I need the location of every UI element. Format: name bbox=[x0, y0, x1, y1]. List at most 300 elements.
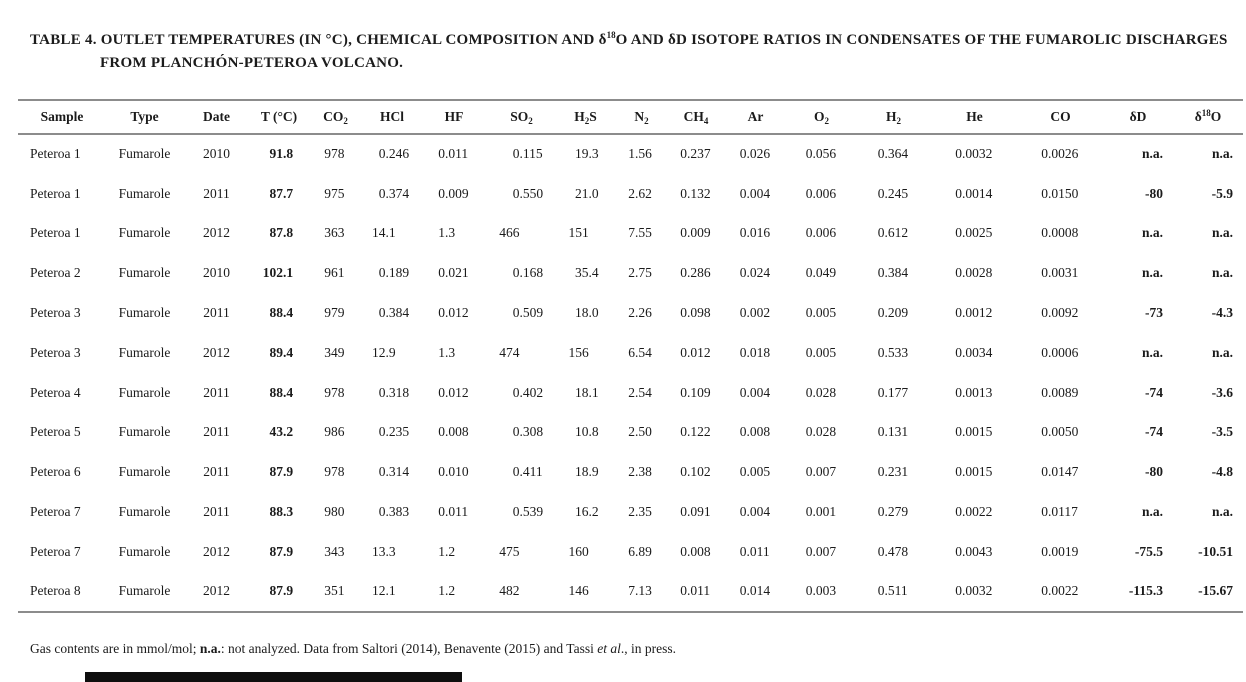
cell-temperature bbox=[250, 174, 308, 214]
cell-int-part: 343 bbox=[324, 543, 345, 559]
cell-co bbox=[1018, 572, 1103, 612]
cell-int-part: 0 bbox=[438, 305, 445, 321]
cell-int-part: 1 bbox=[438, 344, 445, 360]
cell-hcl bbox=[363, 413, 421, 453]
cell-hf bbox=[421, 174, 487, 214]
cell-frac-part: .550 bbox=[519, 185, 544, 201]
cell-frac-part: .011 bbox=[746, 543, 770, 559]
cell-h2 bbox=[856, 373, 931, 413]
cell-h2 bbox=[856, 492, 931, 532]
cell-type: Fumarole bbox=[118, 225, 171, 241]
cell-int-part: 0 bbox=[1041, 424, 1048, 440]
cell-h2s bbox=[556, 253, 615, 293]
cell-co bbox=[1018, 174, 1103, 214]
footnote-text: Gas contents are in mmol/mol; bbox=[30, 641, 200, 656]
cell-so2 bbox=[487, 373, 556, 413]
cell-int-part: 0 bbox=[680, 305, 687, 321]
table-row bbox=[18, 373, 1243, 413]
column-header-sample-text: Sample bbox=[40, 109, 84, 124]
cell-int-part: 979 bbox=[324, 305, 345, 321]
cell-int-part: 0 bbox=[512, 305, 520, 321]
column-header-so2-text: 2 bbox=[528, 116, 533, 126]
cell-frac-part: .0019 bbox=[1048, 543, 1079, 559]
cell-frac-part: .007 bbox=[812, 464, 837, 480]
cell-int-part: 0 bbox=[378, 424, 386, 440]
cell-sample: Peteroa 1 bbox=[30, 185, 81, 201]
cell-frac-part: .539 bbox=[519, 504, 544, 520]
column-header-ar bbox=[724, 100, 787, 134]
cell-int-part: 88 bbox=[269, 305, 283, 321]
cell-frac-part: .3 bbox=[445, 344, 456, 360]
cell-so2 bbox=[487, 134, 556, 174]
cell-int-part: 0 bbox=[805, 225, 813, 241]
cell-int-part: 0 bbox=[805, 305, 813, 321]
cell-o2 bbox=[787, 413, 856, 453]
cell-frac-part: .0 bbox=[588, 185, 599, 201]
cell-int-part: 0 bbox=[512, 185, 520, 201]
cell-int-part: 0 bbox=[1041, 464, 1048, 480]
cell-temperature bbox=[250, 452, 308, 492]
cell-int-part: 43 bbox=[269, 424, 283, 440]
cell-frac-part: .177 bbox=[884, 384, 909, 400]
column-header-co2-text: 2 bbox=[343, 116, 348, 126]
cell-frac-part: .003 bbox=[812, 583, 837, 599]
cell-int-part: 474 bbox=[499, 344, 520, 360]
cell-ch4 bbox=[668, 373, 724, 413]
cell-type: Fumarole bbox=[118, 265, 171, 281]
cell-frac-part: .0034 bbox=[962, 344, 993, 360]
cell-n2 bbox=[615, 373, 668, 413]
cell-co2 bbox=[308, 413, 363, 453]
cell-type: Fumarole bbox=[118, 344, 171, 360]
cell-co bbox=[1018, 134, 1103, 174]
cell-type: Fumarole bbox=[118, 384, 171, 400]
cell-int-part: 0 bbox=[438, 265, 445, 281]
cell-hcl bbox=[363, 492, 421, 532]
column-header-o2-text: 2 bbox=[824, 116, 829, 126]
cell-frac-part: .89 bbox=[635, 543, 652, 559]
cell-h2s bbox=[556, 373, 615, 413]
cell-frac-part: .001 bbox=[812, 504, 837, 520]
cell-int-part: 0 bbox=[739, 464, 747, 480]
cell-hf bbox=[421, 373, 487, 413]
cell-o2 bbox=[787, 253, 856, 293]
cell-hf bbox=[421, 214, 487, 254]
cell-int-part: 2 bbox=[628, 305, 635, 321]
cell-h2s bbox=[556, 452, 615, 492]
cell-int-part: 0 bbox=[438, 384, 445, 400]
cell-int-part: 351 bbox=[324, 583, 345, 599]
title-line-2: FROM PLANCHÓN-PETEROA VOLCANO. bbox=[100, 55, 404, 71]
cell-int-part: 156 bbox=[568, 344, 589, 360]
column-header-he-text: He bbox=[966, 109, 983, 124]
cell-h2 bbox=[856, 214, 931, 254]
cell-ar bbox=[724, 293, 787, 333]
cell-frac-part: .286 bbox=[687, 265, 711, 281]
cell-ar bbox=[724, 253, 787, 293]
cell-delta-d: n.a. bbox=[1141, 225, 1163, 241]
column-header-h2-text: H bbox=[885, 109, 897, 124]
cell-int-part: 0 bbox=[1041, 265, 1048, 281]
cell-int-part: 0 bbox=[680, 384, 687, 400]
cell-int-part: 0 bbox=[877, 344, 885, 360]
cell-co2 bbox=[308, 333, 363, 373]
cell-int-part: 475 bbox=[499, 543, 520, 559]
cell-frac-part: .9 bbox=[283, 543, 294, 559]
cell-frac-part: .189 bbox=[385, 265, 410, 281]
cell-int-part: 21 bbox=[575, 185, 589, 201]
cell-temperature bbox=[250, 413, 308, 453]
cell-int-part: 0 bbox=[1041, 344, 1048, 360]
cell-so2 bbox=[487, 174, 556, 214]
cell-int-part: 466 bbox=[499, 225, 520, 241]
cell-frac-part: .8 bbox=[588, 424, 599, 440]
cell-hf bbox=[421, 293, 487, 333]
cell-frac-part: .0147 bbox=[1048, 464, 1079, 480]
cell-hf bbox=[421, 532, 487, 572]
cell-int-part: 7 bbox=[628, 583, 635, 599]
cell-frac-part: .091 bbox=[687, 504, 711, 520]
cell-int-part: 1 bbox=[438, 225, 445, 241]
cell-int-part: 0 bbox=[877, 146, 885, 162]
cell-sample: Peteroa 5 bbox=[30, 424, 81, 440]
cell-he bbox=[931, 373, 1018, 413]
cell-frac-part: .0031 bbox=[1048, 265, 1079, 281]
column-header-ch4-text: CH bbox=[683, 109, 704, 124]
cell-int-part: 0 bbox=[680, 583, 687, 599]
cell-n2 bbox=[615, 572, 668, 612]
cell-int-part: 88 bbox=[269, 384, 283, 400]
cell-n2 bbox=[615, 174, 668, 214]
cell-int-part: 0 bbox=[739, 504, 747, 520]
cell-he bbox=[931, 333, 1018, 373]
cell-frac-part: .024 bbox=[746, 265, 771, 281]
cell-o2 bbox=[787, 492, 856, 532]
cell-date: 2011 bbox=[203, 384, 230, 400]
cell-frac-part: .006 bbox=[812, 225, 837, 241]
cell-ch4 bbox=[668, 492, 724, 532]
cell-frac-part: .26 bbox=[635, 305, 652, 321]
cell-ch4 bbox=[668, 293, 724, 333]
cell-int-part: 2 bbox=[628, 384, 635, 400]
cell-frac-part: .109 bbox=[687, 384, 711, 400]
cell-int-part: 0 bbox=[877, 185, 885, 201]
cell-frac-part: .374 bbox=[385, 185, 410, 201]
column-header-n2-text: N bbox=[634, 109, 645, 124]
cell-int-part: 978 bbox=[324, 146, 345, 162]
cell-frac-part: .2 bbox=[283, 424, 294, 440]
cell-frac-part: .049 bbox=[812, 265, 837, 281]
cell-he bbox=[931, 253, 1018, 293]
cell-co2 bbox=[308, 373, 363, 413]
table-row bbox=[18, 413, 1243, 453]
column-header-date-text: Date bbox=[203, 109, 230, 124]
cell-frac-part: .004 bbox=[746, 504, 771, 520]
cell-h2s bbox=[556, 413, 615, 453]
cell-int-part: 0 bbox=[955, 146, 962, 162]
cell-frac-part: .1 bbox=[283, 265, 294, 281]
cell-frac-part: .012 bbox=[445, 384, 469, 400]
cell-int-part: 87 bbox=[269, 583, 283, 599]
cell-ar bbox=[724, 134, 787, 174]
cell-so2 bbox=[487, 452, 556, 492]
cell-frac-part: .245 bbox=[884, 185, 909, 201]
cell-n2 bbox=[615, 452, 668, 492]
cell-int-part: 87 bbox=[269, 464, 283, 480]
cell-int-part: 0 bbox=[955, 265, 962, 281]
column-header-co bbox=[1018, 100, 1103, 134]
cell-date: 2010 bbox=[203, 265, 230, 281]
cell-frac-part: .237 bbox=[687, 146, 711, 162]
cell-he bbox=[931, 134, 1018, 174]
cell-h2s bbox=[556, 293, 615, 333]
cell-delta-d: n.a. bbox=[1141, 265, 1163, 281]
cell-frac-part: .0022 bbox=[962, 504, 993, 520]
cell-delta-18o: -5.9 bbox=[1211, 185, 1233, 201]
cell-int-part: 0 bbox=[1041, 384, 1048, 400]
cell-frac-part: .533 bbox=[884, 344, 909, 360]
cell-int-part: 0 bbox=[805, 424, 813, 440]
cell-h2 bbox=[856, 572, 931, 612]
cell-int-part: 14 bbox=[372, 225, 386, 241]
column-header-type bbox=[106, 100, 183, 134]
column-header-delta-18o-text: δ bbox=[1194, 109, 1202, 124]
cell-ch4 bbox=[668, 413, 724, 453]
cell-int-part: 0 bbox=[877, 583, 885, 599]
cell-frac-part: .8 bbox=[283, 225, 294, 241]
cell-int-part: 0 bbox=[805, 265, 813, 281]
cell-int-part: 88 bbox=[269, 504, 283, 520]
cell-frac-part: .026 bbox=[746, 146, 771, 162]
footnote bbox=[30, 641, 1220, 657]
cell-int-part: 16 bbox=[575, 504, 589, 520]
cell-int-part: 0 bbox=[805, 543, 813, 559]
cell-hf bbox=[421, 134, 487, 174]
cell-int-part: 0 bbox=[955, 464, 962, 480]
cell-int-part: 0 bbox=[680, 344, 687, 360]
cell-int-part: 87 bbox=[269, 185, 283, 201]
cell-int-part: 146 bbox=[568, 583, 589, 599]
cell-frac-part: .002 bbox=[746, 305, 771, 321]
cell-co2 bbox=[308, 134, 363, 174]
cell-frac-part: .009 bbox=[687, 225, 711, 241]
cell-ch4 bbox=[668, 174, 724, 214]
cell-temperature bbox=[250, 492, 308, 532]
cell-int-part: 0 bbox=[680, 265, 687, 281]
cell-frac-part: .0025 bbox=[962, 225, 993, 241]
cell-int-part: 0 bbox=[1041, 305, 1048, 321]
cell-co bbox=[1018, 214, 1103, 254]
cell-int-part: 0 bbox=[805, 504, 813, 520]
cell-ch4 bbox=[668, 572, 724, 612]
data-table bbox=[18, 99, 1243, 613]
cell-frac-part: .168 bbox=[519, 265, 544, 281]
table-row bbox=[18, 452, 1243, 492]
cell-frac-part: .005 bbox=[812, 305, 837, 321]
title-text: O AND δD ISOTOPE RATIOS IN CONDENSATES OF THE FUMAROLIC DISCHARGES bbox=[615, 32, 1228, 48]
cell-frac-part: .3 bbox=[283, 504, 294, 520]
cell-int-part: 160 bbox=[568, 543, 589, 559]
cell-co2 bbox=[308, 174, 363, 214]
cell-int-part: 0 bbox=[378, 265, 386, 281]
cell-frac-part: .018 bbox=[746, 344, 771, 360]
column-header-delta-d bbox=[1103, 100, 1173, 134]
cell-int-part: 0 bbox=[955, 305, 962, 321]
cell-type: Fumarole bbox=[118, 504, 171, 520]
table-row bbox=[18, 532, 1243, 572]
column-header-type-text: Type bbox=[130, 109, 159, 124]
cell-int-part: 2 bbox=[628, 424, 635, 440]
cell-type: Fumarole bbox=[118, 424, 171, 440]
cell-delta-d: -73 bbox=[1145, 305, 1163, 321]
cell-int-part: 0 bbox=[739, 384, 747, 400]
table-row bbox=[18, 293, 1243, 333]
cell-frac-part: .612 bbox=[884, 225, 909, 241]
cell-frac-part: .3 bbox=[445, 225, 456, 241]
cell-so2 bbox=[487, 492, 556, 532]
cell-sample: Peteroa 1 bbox=[30, 225, 81, 241]
cell-ar bbox=[724, 214, 787, 254]
cell-co bbox=[1018, 413, 1103, 453]
table-row bbox=[18, 134, 1243, 174]
table-row bbox=[18, 572, 1243, 612]
cell-frac-part: .1 bbox=[385, 225, 396, 241]
cell-frac-part: .4 bbox=[283, 305, 294, 321]
cell-frac-part: .3 bbox=[385, 543, 396, 559]
column-header-hf-text: HF bbox=[444, 109, 464, 124]
cell-int-part: 0 bbox=[680, 146, 687, 162]
cell-ar bbox=[724, 333, 787, 373]
cell-co bbox=[1018, 373, 1103, 413]
cell-he bbox=[931, 492, 1018, 532]
cell-h2s bbox=[556, 532, 615, 572]
cell-int-part: 1 bbox=[438, 543, 445, 559]
column-header-hcl-text: HCl bbox=[379, 109, 404, 124]
cell-int-part: 349 bbox=[324, 344, 345, 360]
cell-int-part: 0 bbox=[512, 464, 520, 480]
cell-sample: Peteroa 7 bbox=[30, 504, 81, 520]
cell-int-part: 87 bbox=[269, 225, 283, 241]
cell-int-part: 0 bbox=[1041, 504, 1048, 520]
column-header-hcl bbox=[363, 100, 421, 134]
cell-int-part: 0 bbox=[805, 464, 813, 480]
cell-type: Fumarole bbox=[118, 185, 171, 201]
cell-int-part: 0 bbox=[805, 185, 813, 201]
cell-int-part: 0 bbox=[739, 424, 747, 440]
cell-int-part: 980 bbox=[324, 504, 345, 520]
cell-int-part: 0 bbox=[739, 146, 747, 162]
cell-int-part: 0 bbox=[877, 424, 885, 440]
cell-ar bbox=[724, 452, 787, 492]
cell-int-part: 482 bbox=[499, 583, 520, 599]
cell-int-part: 0 bbox=[877, 464, 885, 480]
cell-o2 bbox=[787, 373, 856, 413]
footnote-text: n.a. bbox=[199, 641, 221, 656]
cell-int-part: 0 bbox=[955, 543, 962, 559]
cell-frac-part: .314 bbox=[385, 464, 410, 480]
cell-type: Fumarole bbox=[118, 583, 171, 599]
cell-frac-part: .011 bbox=[687, 583, 711, 599]
cell-frac-part: .318 bbox=[385, 384, 410, 400]
column-header-delta-d-text: δD bbox=[1129, 109, 1147, 124]
cell-delta-d: -115.3 bbox=[1128, 583, 1163, 599]
cell-int-part: 151 bbox=[568, 225, 589, 241]
cell-frac-part: .0014 bbox=[962, 185, 993, 201]
cell-ch4 bbox=[668, 134, 724, 174]
cell-frac-part: .2 bbox=[445, 543, 456, 559]
cell-delta-18o: -3.5 bbox=[1211, 424, 1233, 440]
cell-so2 bbox=[487, 214, 556, 254]
cell-co bbox=[1018, 253, 1103, 293]
cell-int-part: 0 bbox=[680, 424, 687, 440]
cell-int-part: 0 bbox=[739, 583, 747, 599]
cell-ch4 bbox=[668, 214, 724, 254]
cell-frac-part: .9 bbox=[283, 583, 294, 599]
cell-int-part: 0 bbox=[680, 185, 687, 201]
cell-frac-part: .0043 bbox=[962, 543, 993, 559]
table-row bbox=[18, 174, 1243, 214]
cell-temperature bbox=[250, 572, 308, 612]
cell-he bbox=[931, 572, 1018, 612]
cell-frac-part: .364 bbox=[884, 146, 909, 162]
cell-hcl bbox=[363, 532, 421, 572]
cell-frac-part: .279 bbox=[884, 504, 909, 520]
column-header-delta-18o bbox=[1173, 100, 1243, 134]
cell-he bbox=[931, 413, 1018, 453]
column-header-h2s-text: 2 bbox=[584, 116, 590, 126]
cell-int-part: 0 bbox=[877, 504, 885, 520]
column-header-so2 bbox=[487, 100, 556, 134]
column-header-co2 bbox=[308, 100, 363, 134]
cell-n2 bbox=[615, 214, 668, 254]
cell-int-part: 0 bbox=[680, 543, 687, 559]
cell-delta-18o: n.a. bbox=[1211, 504, 1233, 520]
cell-frac-part: .231 bbox=[884, 464, 909, 480]
cell-frac-part: .009 bbox=[445, 185, 469, 201]
cell-delta-18o: n.a. bbox=[1211, 146, 1233, 162]
cell-hf bbox=[421, 413, 487, 453]
cell-int-part: 89 bbox=[269, 344, 283, 360]
cell-frac-part: .1 bbox=[588, 384, 599, 400]
cell-frac-part: .54 bbox=[635, 384, 652, 400]
cell-h2 bbox=[856, 134, 931, 174]
cell-int-part: 0 bbox=[438, 464, 445, 480]
cell-frac-part: .4 bbox=[283, 344, 294, 360]
cell-temperature bbox=[250, 293, 308, 333]
cell-delta-d: n.a. bbox=[1141, 344, 1163, 360]
cell-co2 bbox=[308, 253, 363, 293]
cell-frac-part: .0022 bbox=[1048, 583, 1079, 599]
cell-frac-part: .028 bbox=[812, 424, 837, 440]
cell-hcl bbox=[363, 452, 421, 492]
cell-int-part: 0 bbox=[512, 424, 520, 440]
cell-int-part: 12 bbox=[372, 344, 386, 360]
cell-type: Fumarole bbox=[118, 305, 171, 321]
cell-ch4 bbox=[668, 532, 724, 572]
table-row bbox=[18, 492, 1243, 532]
cell-frac-part: .0026 bbox=[1048, 146, 1079, 162]
cell-frac-part: .9 bbox=[283, 464, 294, 480]
cell-int-part: 87 bbox=[269, 543, 283, 559]
cell-frac-part: .8 bbox=[283, 146, 294, 162]
column-header-delta-18o-text: 18 bbox=[1201, 108, 1211, 118]
cell-int-part: 0 bbox=[1041, 583, 1048, 599]
cell-o2 bbox=[787, 293, 856, 333]
cell-co2 bbox=[308, 293, 363, 333]
cell-temperature bbox=[250, 214, 308, 254]
cell-int-part: 0 bbox=[378, 464, 386, 480]
header-row bbox=[18, 100, 1243, 134]
